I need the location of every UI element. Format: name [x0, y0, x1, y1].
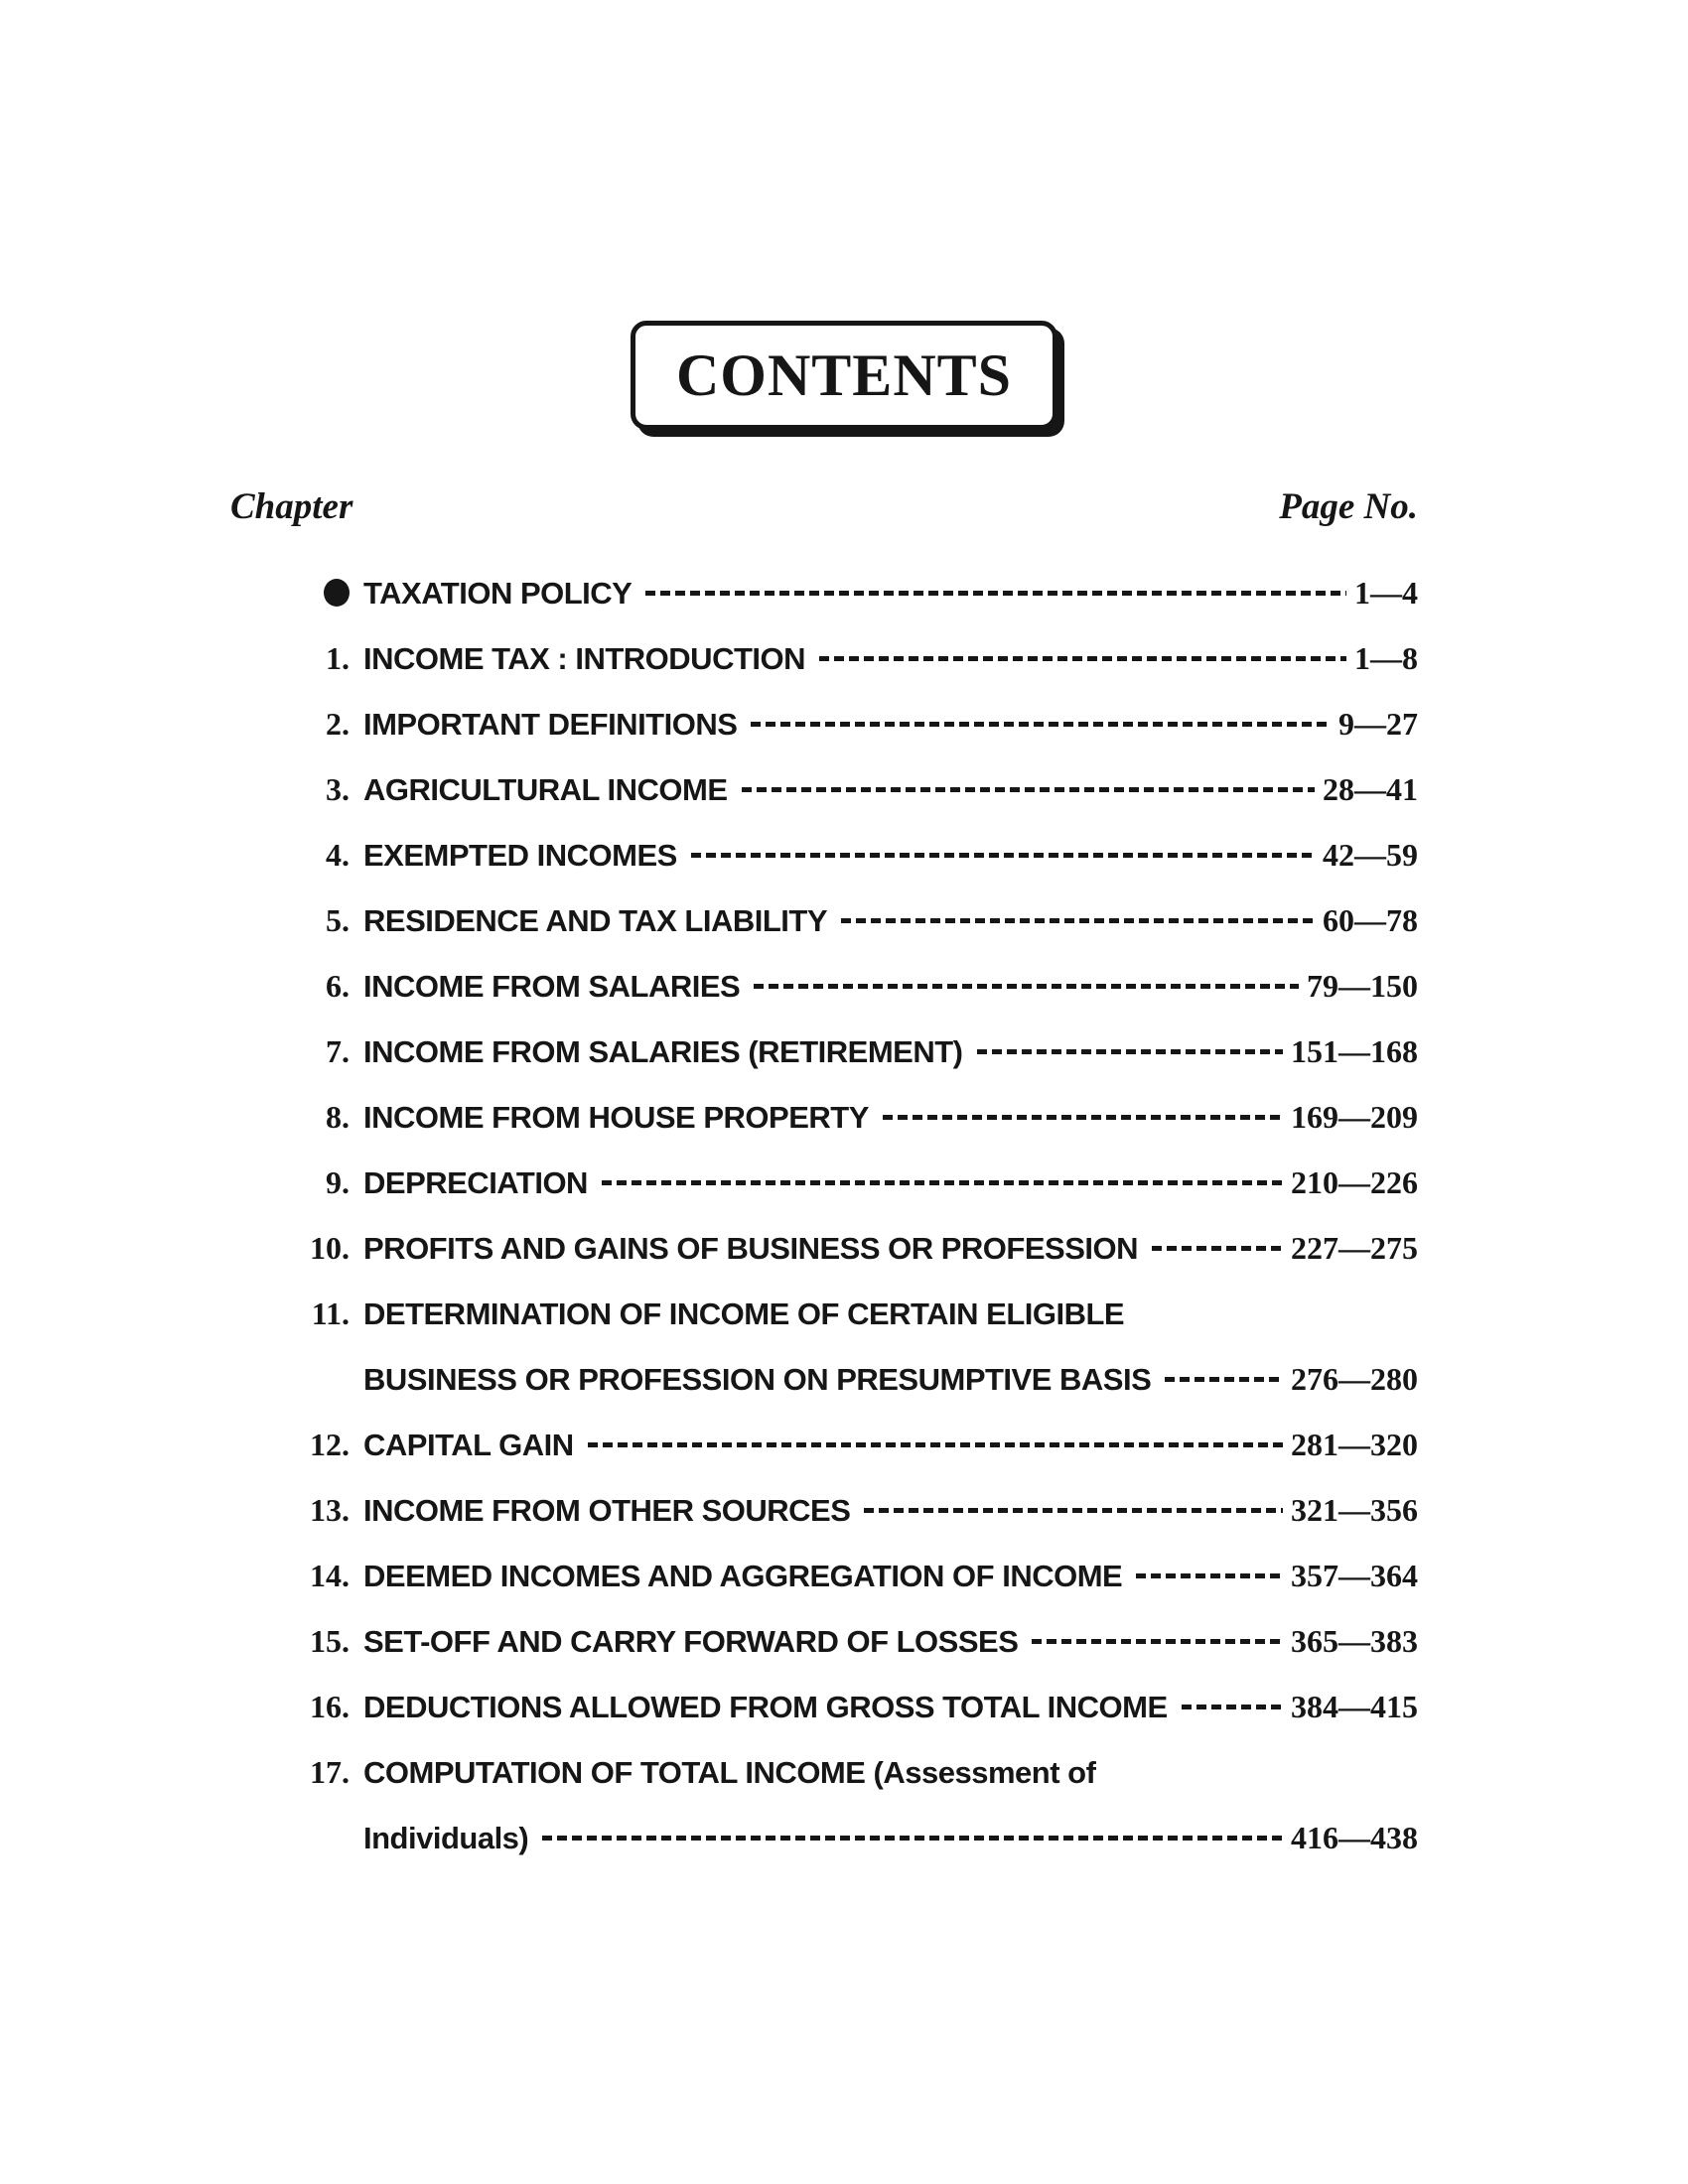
- entry-number: 14.: [310, 1558, 350, 1593]
- toc-entry: [278, 953, 1418, 1019]
- dotted-leader: [864, 1508, 1283, 1513]
- entry-number: 10.: [310, 1230, 350, 1266]
- toc-entry: [278, 1543, 1418, 1608]
- entry-title: EXEMPTED INCOMES: [363, 837, 677, 873]
- entry-number: [278, 575, 350, 611]
- entry-number: 8.: [326, 1099, 350, 1135]
- entry-title: AGRICULTURAL INCOME: [363, 771, 728, 807]
- toc-entry: [278, 1674, 1418, 1739]
- entry-title: IMPORTANT DEFINITIONS: [363, 706, 738, 742]
- entry-number: 11.: [311, 1296, 350, 1331]
- toc-entry: [278, 1084, 1418, 1150]
- column-headers: [230, 488, 1418, 525]
- dotted-leader: [819, 656, 1346, 661]
- entry-pages: 42—59: [1323, 837, 1418, 873]
- toc-entry: [278, 1281, 1418, 1346]
- entry-number: 4.: [326, 837, 350, 873]
- dotted-leader: [645, 591, 1346, 596]
- dotted-leader: [841, 918, 1315, 923]
- dotted-leader: [1165, 1377, 1283, 1382]
- entry-pages: 321—356: [1291, 1492, 1418, 1528]
- dotted-leader: [1136, 1573, 1283, 1578]
- entry-pages: 1—4: [1354, 575, 1418, 611]
- entry-number: 12.: [310, 1427, 350, 1462]
- entry-pages: 169—209: [1291, 1099, 1418, 1135]
- entry-title: RESIDENCE AND TAX LIABILITY: [363, 902, 828, 938]
- toc-entry: [278, 1412, 1418, 1477]
- entry-pages: 357—364: [1291, 1558, 1418, 1593]
- dotted-leader: [751, 722, 1331, 727]
- entry-number: 7.: [326, 1033, 350, 1069]
- toc-entry: [278, 1019, 1418, 1084]
- toc-entry: [278, 822, 1418, 887]
- entry-pages: 9—27: [1338, 706, 1418, 742]
- entry-number: 9.: [326, 1164, 350, 1200]
- entry-number: 2.: [326, 706, 350, 742]
- entry-title: INCOME FROM SALARIES (RETIREMENT): [363, 1033, 963, 1069]
- entry-title: COMPUTATION OF TOTAL INCOME (Assessment of: [363, 1754, 1096, 1790]
- dotted-leader: [1182, 1705, 1283, 1709]
- entry-pages: 416—438: [1291, 1820, 1418, 1855]
- dotted-leader: [691, 853, 1315, 858]
- entry-title: DETERMINATION OF INCOME OF CERTAIN ELIGIBLE: [363, 1296, 1125, 1331]
- entry-pages: 227—275: [1291, 1230, 1418, 1266]
- entry-title: DEEMED INCOMES AND AGGREGATION OF INCOME: [363, 1558, 1123, 1593]
- entry-number: 16.: [310, 1689, 350, 1724]
- toc-entry: [278, 1608, 1418, 1674]
- page-title: CONTENTS: [675, 342, 1013, 408]
- toc-entry: [278, 1215, 1418, 1281]
- entry-title: Individuals): [363, 1820, 529, 1855]
- dotted-leader: [542, 1836, 1283, 1841]
- toc-entry: [278, 1477, 1418, 1543]
- page-no-column-header: Page No.: [1279, 486, 1418, 527]
- toc-list: [278, 560, 1418, 1870]
- toc-entry: [278, 560, 1418, 625]
- entry-title: INCOME TAX : INTRODUCTION: [363, 640, 806, 676]
- entry-title: INCOME FROM SALARIES: [363, 968, 741, 1004]
- entry-title: PROFITS AND GAINS OF BUSINESS OR PROFESSION: [363, 1230, 1138, 1266]
- entry-title: SET-OFF AND CARRY FORWARD OF LOSSES: [363, 1623, 1019, 1659]
- entry-pages: 365—383: [1291, 1623, 1418, 1659]
- toc-entry: [278, 1150, 1418, 1215]
- dotted-leader: [1032, 1639, 1283, 1644]
- entry-title: CAPITAL GAIN: [363, 1427, 574, 1462]
- entry-pages: 276—280: [1291, 1361, 1418, 1397]
- toc-entry: [278, 691, 1418, 756]
- entry-title: INCOME FROM OTHER SOURCES: [363, 1492, 851, 1528]
- dotted-leader: [1152, 1246, 1283, 1251]
- dotted-leader: [602, 1180, 1283, 1185]
- entry-number: 6.: [326, 968, 350, 1004]
- entry-number: 15.: [310, 1623, 350, 1659]
- entry-pages: 28—41: [1323, 771, 1418, 807]
- chapter-column-header: Chapter: [230, 486, 353, 527]
- entry-pages: 1—8: [1354, 640, 1418, 676]
- entry-title: INCOME FROM HOUSE PROPERTY: [363, 1099, 869, 1135]
- entry-number: 13.: [310, 1492, 350, 1528]
- entry-pages: 384—415: [1291, 1689, 1418, 1724]
- entry-title: DEDUCTIONS ALLOWED FROM GROSS TOTAL INCOME: [363, 1689, 1168, 1724]
- dotted-leader: [742, 787, 1316, 792]
- entry-title: DEPRECIATION: [363, 1164, 588, 1200]
- toc-entry: [278, 1739, 1418, 1805]
- entry-number: 17.: [310, 1754, 350, 1790]
- contents-title-box: [631, 321, 1057, 430]
- entry-pages: 210—226: [1291, 1164, 1418, 1200]
- dotted-leader: [754, 984, 1299, 989]
- toc-entry: [278, 887, 1418, 953]
- entry-title: TAXATION POLICY: [363, 575, 633, 611]
- dotted-leader: [883, 1115, 1283, 1120]
- dotted-leader: [977, 1049, 1284, 1054]
- toc-entry: [278, 756, 1418, 822]
- entry-pages: 79—150: [1307, 968, 1418, 1004]
- entry-number: 3.: [326, 771, 350, 807]
- entry-pages: 281—320: [1291, 1427, 1418, 1462]
- entry-pages: 60—78: [1323, 902, 1418, 938]
- toc-entry-continuation: [278, 1346, 1418, 1412]
- dotted-leader: [588, 1442, 1283, 1447]
- bullet-icon: [324, 579, 350, 607]
- entry-pages: 151—168: [1291, 1033, 1418, 1069]
- toc-entry: [278, 625, 1418, 691]
- entry-number: 5.: [326, 902, 350, 938]
- toc-entry-continuation: [278, 1805, 1418, 1870]
- entry-number: 1.: [326, 640, 350, 676]
- entry-title: BUSINESS OR PROFESSION ON PRESUMPTIVE BASIS: [363, 1361, 1152, 1397]
